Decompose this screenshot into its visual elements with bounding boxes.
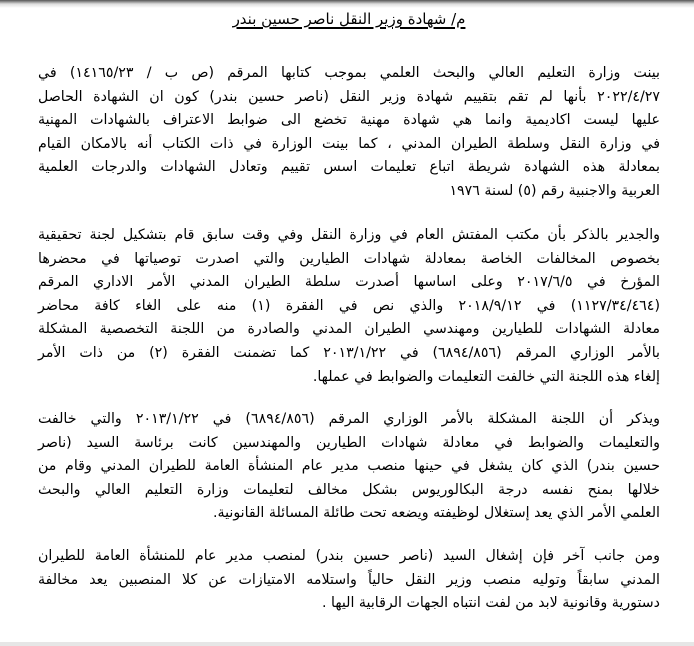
paragraph-line: في وزارة النقل وسلطة الطيران المدني ، كما بينت الوزارة في ذات الكتاب أنه بالامكان القيام: [38, 135, 660, 152]
paragraph-line: المدني سابقاً وتوليه منصب وزير النقل حالياً واستلامه الامتيازات عن كلا المنصبين يعد مخالفة: [38, 571, 660, 588]
paragraph-line: بينت وزارة التعليم العالي والبحث العلمي بموجب كتابها المرقم (ص ب / ١٤١٦٥/٢٣) في: [38, 65, 660, 81]
paragraph-line: معادلة الشهادات للطيارين ومهندسي الطيران المدني والصادرة من اللجنة التخصصية المشكلة: [38, 321, 660, 338]
paragraph-line: عليها ليست اكاديمية وانما هي شهادة مهنية تخضع الى ضوابط الاعتراف بالشهادات المهنية: [38, 112, 660, 129]
paragraph-line: والتعليمات والضوابط في معادلة شهادات الطيارين والمهندسين كانت برئاسة السيد (ناصر: [38, 434, 660, 451]
paragraph-1: [38, 62, 660, 204]
paragraph-line: خلالها بمنح نفسه درجة البكالوريوس بشكل مخالف لتعليمات وزارة التعليم العالي والبحث: [38, 481, 660, 498]
paragraph-2: [38, 224, 660, 389]
window-bottom-edge: [0, 642, 694, 646]
paragraph-4: [38, 545, 660, 616]
paragraph-line: العلمي الأمر الذي يعد إستغلال لوظيفته ويضعه تحت طائلة المسائلة القانونية.: [212, 505, 660, 522]
paragraph-line: بمعادلة هذه الشهادة شريطة اتباع تعليمات اسس تقييم وتعادل الشهادات والدرجات العلمية: [38, 159, 660, 176]
paragraph-line: العربية والاجنبية رقم (٥) لسنة ١٩٧٦: [449, 182, 660, 199]
paragraph-line: والجدير بالذكر بأن مكتب المفتش العام في وزارة النقل وفي وقت سابق قام بتشكيل لجنة تحقيقية: [38, 227, 660, 243]
paragraph-line: إلغاء هذه اللجنة التي خالفت التعليمات والضوابط في عملها.: [312, 368, 660, 385]
paragraph-line: ويذكر أن اللجنة المشكلة بالأمر الوزاري المرقم (٦٨٩٤/٨٥٦) في ٢٠١٣/١/٢٢ والتي خالفت: [38, 411, 660, 427]
paragraph-line: ومن جانب آخر فإن إشغال السيد (ناصر حسين بندر) لمنصب مدير عام للمنشأة العامة للطيران: [38, 548, 660, 564]
paragraph-line: المؤرخ في ٢٠١٧/٦/٥ وعلى اساسها أصدرت سلطة الطيران المدني الأمر الاداري المرقم: [38, 274, 660, 291]
paragraph-line: بالأمر الوزاري المرقم (٦٨٩٤/٨٥٦) في ٢٠١٣/١/٢٢ كما تضمنت الفقرة (٢) من ذات الأمر: [38, 344, 660, 361]
paragraph-3: [38, 408, 660, 526]
paragraph-line: بخصوص المخالفات الخاصة بمعادلة شهادات الطيارين والتي اصدرت توصياتها في محضرها: [38, 250, 660, 267]
document-title-text: م/ شهادة وزير النقل ناصر حسين بندر: [232, 10, 466, 28]
paragraph-line: ٢٠٢٢/٤/٢٧ بأنها لم تقم بتقييم شهادة وزير النقل (ناصر حسين بندر) كون ان الشهادة الحاصل: [38, 88, 660, 105]
paragraph-line: (١١٢٧/٣٤/٤٦٤) في ٢٠١٨/٩/١٢ والذي نص في الفقرة (١) منه على الغاء كافة محاضر: [38, 297, 660, 314]
paragraph-line: حسين بندر) الذي كان يشغل في حينها منصب مدير عام المنشأة العامة للطيران المدني وقام من: [38, 458, 660, 475]
document-title: [38, 8, 660, 30]
window-top-edge: [0, 0, 694, 8]
paragraph-line: دستورية وقانونية لابد من لفت انتباه الجهات الرقابية اليها .: [322, 595, 660, 612]
